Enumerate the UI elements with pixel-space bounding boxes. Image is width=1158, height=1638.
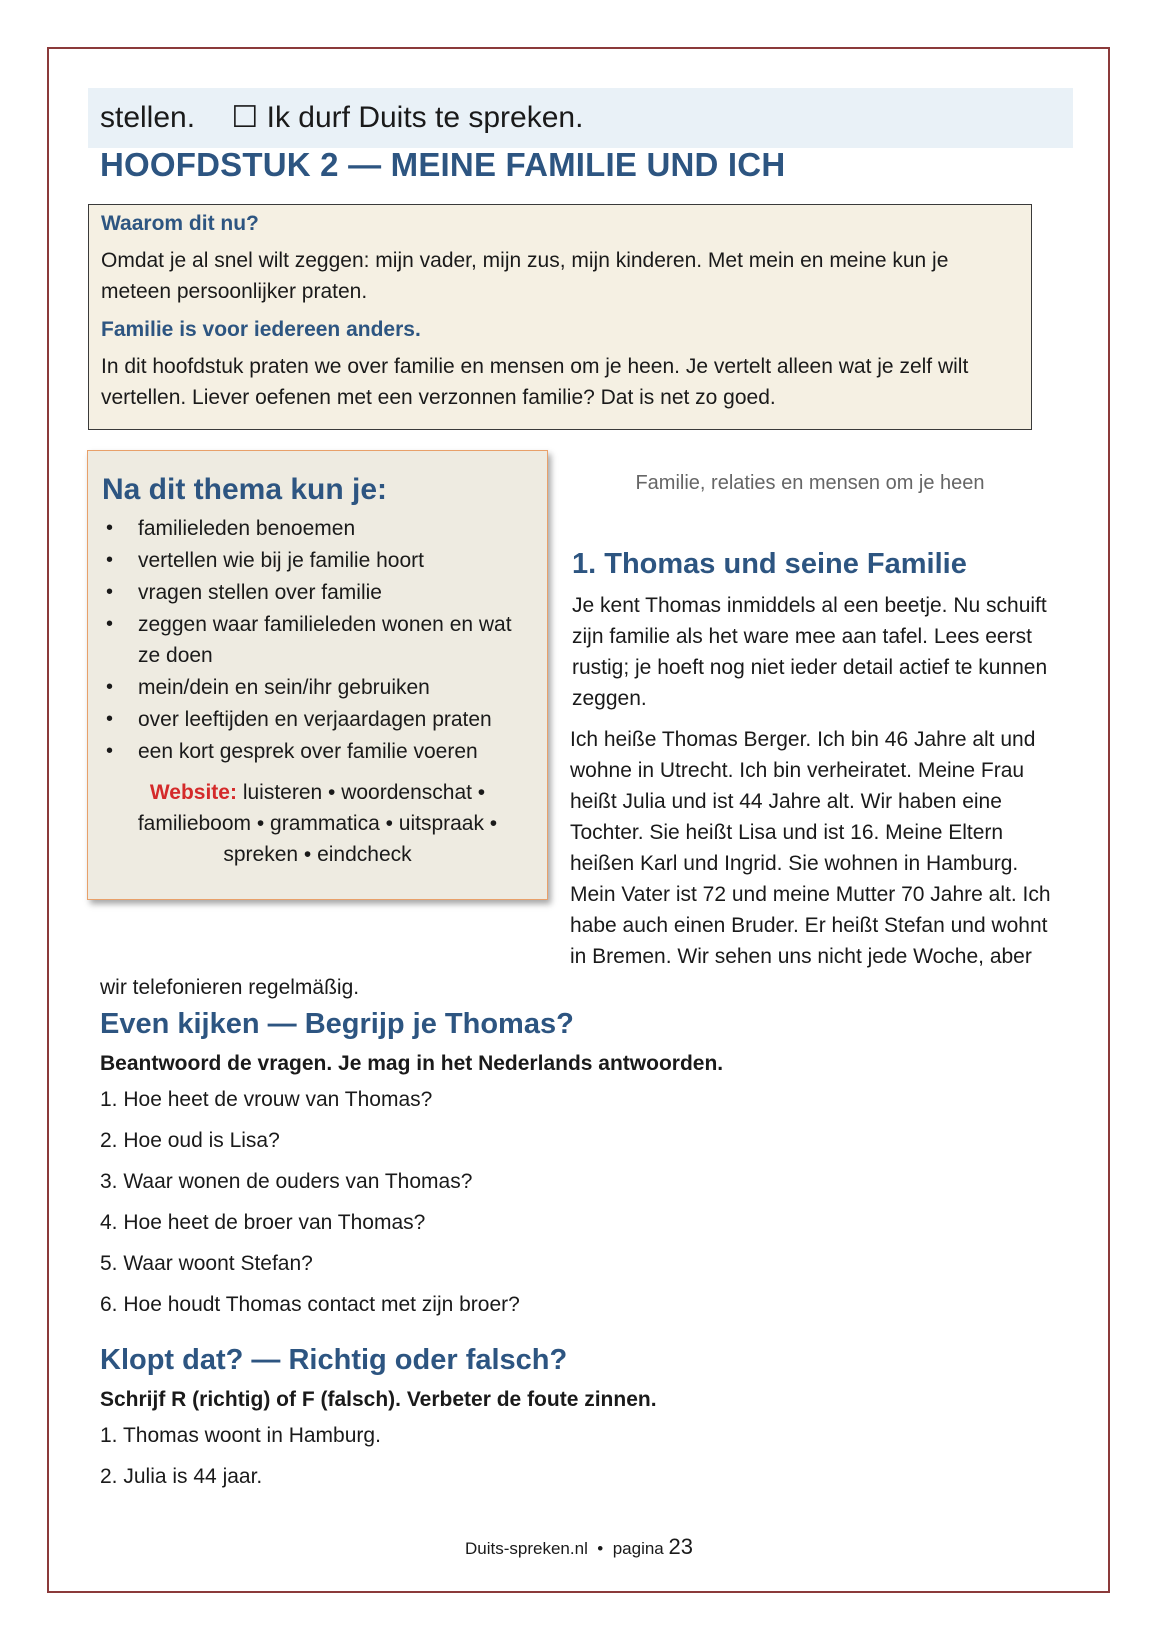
website-label: Website:: [149, 781, 237, 804]
list-item: • vertellen wie bij je familie hoort: [102, 545, 533, 576]
section-3-instruction: Schrijf R (richtig) of F (falsch). Verbeter de foute zinnen.: [100, 1388, 657, 1411]
why-heading: Waarom dit nu?: [101, 212, 259, 235]
list-item: • vragen stellen over familie: [102, 577, 533, 608]
footer-page-label: pagina: [612, 1539, 664, 1558]
section-1-intro: Je kent Thomas inmiddels al een beetje. Nu schuift zijn familie als het ware mee aan tafel. Lees eerst rustig; je hoeft nog niet ieder detail actief te kunnen zeggen.: [572, 594, 1048, 710]
list-item: 6. Hoe houdt Thomas contact met zijn broer?: [100, 1293, 520, 1316]
list-item: 5. Waar woont Stefan?: [100, 1252, 313, 1275]
top-band-text: stellen.: [100, 101, 196, 134]
list-item: • over leeftijden en verjaardagen praten: [102, 704, 533, 735]
section-1-title: 1. Thomas und seine Familie: [572, 548, 967, 580]
list-item: 2. Hoe oud is Lisa?: [100, 1129, 280, 1152]
section-3-title: Klopt dat? — Richtig oder falsch?: [100, 1344, 568, 1376]
website-text: luisteren • woordenschat • familieboom • grammatica • uitspraak • spreken • eindcheck: [137, 781, 498, 866]
list-item: • zeggen waar familieleden wonen en wat ze doen: [102, 609, 533, 671]
section-2-title: Even kijken — Begrijp je Thomas?: [100, 1008, 574, 1040]
list-item: 3. Waar wonen de ouders van Thomas?: [100, 1170, 473, 1193]
footer-site: Duits-spreken.nl: [465, 1539, 588, 1558]
why-text: Omdat je al snel wilt zeggen: mijn vader, mijn zus, mijn kinderen. Met mein en meine kun je meteen persoonlijker praten.: [101, 249, 949, 303]
list-item: • een kort gesprek over familie voeren: [102, 736, 533, 767]
list-item: 2. Julia is 44 jaar.: [100, 1465, 263, 1488]
image-caption: Familie, relaties en mensen om je heen: [635, 472, 985, 494]
list-item: 1. Hoe heet de vrouw van Thomas?: [100, 1088, 433, 1111]
chapter-title: HOOFDSTUK 2 — MEINE FAMILIE UND ICH: [100, 146, 786, 183]
list-item: 4. Hoe heet de broer van Thomas?: [100, 1211, 426, 1234]
page-footer: [0, 1534, 1158, 1560]
top-band: [88, 88, 1073, 148]
why-text-2: In dit hoofdstuk praten we over familie en mensen om je heen. Je vertelt alleen wat je zelf wilt vertellen. Liever oefenen met een verzonnen familie? Dat is net zo goed.: [101, 355, 969, 409]
why-subheading: Familie is voor iedereen anders.: [101, 318, 421, 341]
question-list: [100, 1084, 520, 1330]
why-box: [88, 204, 1032, 430]
statement-list: [100, 1420, 381, 1502]
goals-heading: Na dit thema kun je:: [102, 473, 388, 506]
list-item: • mein/dein en sein/ihr gebruiken: [102, 672, 533, 703]
story-block: [100, 724, 1062, 1003]
section-2-instruction: Beantwoord de vragen. Je mag in het Nederlands antwoorden.: [100, 1052, 724, 1075]
page-number: 23: [668, 1534, 693, 1559]
footer-separator: •: [597, 1539, 604, 1558]
list-item: • familieleden benoemen: [102, 513, 533, 544]
checkbox-statement: ☐ Ik durf Duits te spreken.: [231, 101, 584, 134]
list-item: 1. Thomas woont in Hamburg.: [100, 1424, 381, 1447]
story-text: Ich heiße Thomas Berger. Ich bin 46 Jahre alt und wohne in Utrecht. Ich bin verheiratet. Meine Frau heißt Julia und ist 44 Jahre alt. Wir haben eine Tochter. Sie heißt Lisa und ist 16. Meine Eltern heißen Karl und Ingrid. Sie wohnen in Hamburg. Mein Vater ist 72 und meine Mutter 70 Jahre alt. Ich habe auch einen Bruder. Er heißt Stefan und wohnt in Bremen. Wir sehen uns nicht jede Woche, aber wir telefonieren regelmäßig.: [100, 728, 1051, 999]
story-float-spacer: [100, 724, 570, 944]
